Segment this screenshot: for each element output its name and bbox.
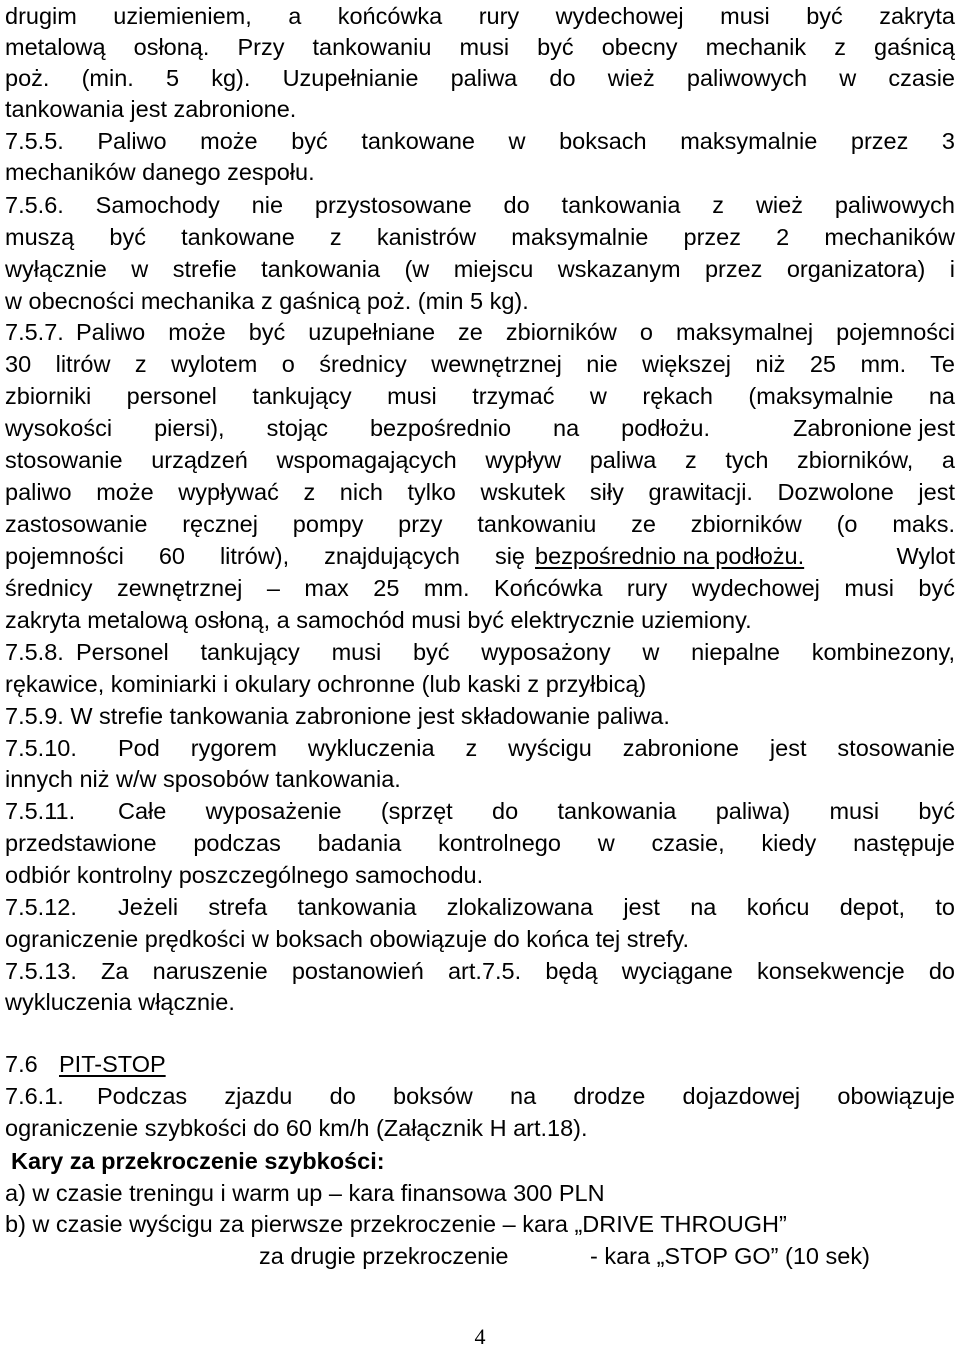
text-line: Personel tankujący musi być wyposażony w niepalne kombinezony, — [76, 639, 955, 665]
text-line: ograniczenie szybkości do 60 km/h (Załącznik H art.18). — [5, 1115, 588, 1141]
section-heading: PIT-STOP — [59, 1051, 166, 1077]
text-line: średnicy zewnętrznej – max 25 mm. Końcówka rury wydechowej musi być — [5, 575, 955, 601]
text-line: 30 litrów z wylotem o średnicy wewnętrznej nie większej niż 25 mm. Te — [5, 351, 955, 377]
text-line: drugim uziemieniem, a końcówka rury wydechowej musi być zakryta — [5, 3, 955, 29]
text-line: - kara „STOP GO” (10 sek) — [590, 1243, 870, 1269]
text-line: 7.5.9. W strefie tankowania zabronione jest składowanie paliwa. — [5, 703, 670, 729]
text-line: za drugie przekroczenie — [259, 1243, 509, 1269]
text-line: 7.5.5. Paliwo może być tankowane w boksach maksymalnie przez 3 — [5, 128, 955, 154]
text-line: Pod rygorem wykluczenia z wyścigu zabronione jest stosowanie — [118, 735, 955, 761]
text-line: odbiór kontrolny poszczególnego samochodu. — [5, 862, 484, 888]
section-number: 7.5.11. — [5, 798, 76, 824]
section-number: 7.5.10. — [5, 735, 77, 761]
underlined-phrase: bezpośrednio na podłożu. — [535, 543, 805, 569]
section-number: 7.5.8. — [5, 639, 64, 665]
text-line: Zabronione jest — [793, 415, 955, 441]
page-number: 4 — [474, 1324, 486, 1349]
text-line: a) w czasie treningu i warm up – kara finansowa 300 PLN — [5, 1180, 605, 1206]
text-line: metalową osłoną. Przy tankowaniu musi być obecny mechanik z gaśnicą — [5, 34, 955, 60]
section-number: 7.6.1. — [5, 1083, 64, 1109]
section-number: 7.6 — [5, 1051, 38, 1077]
text-line: zakryta metalową osłoną, a samochód musi być elektrycznie uziemiony. — [5, 607, 752, 633]
text-line: b) w czasie wyścigu za pierwsze przekroczenie – kara „DRIVE THROUGH” — [5, 1211, 787, 1237]
text-line: pojemności 60 litrów), znajdujących się — [5, 543, 525, 569]
text-line: innych niż w/w sposobów tankowania. — [5, 766, 401, 792]
text-line: stosowanie urządzeń wspomagających wypływ paliwa z tych zbiorników, a — [5, 447, 955, 473]
text-line: tankowania jest zabronione. — [5, 96, 297, 122]
text-line: rękawice, kominiarki i okulary ochronne (lub kaski z przyłbicą) — [5, 671, 647, 697]
text-line: ograniczenie prędkości w boksach obowiązuje do końca tej strefy. — [5, 926, 690, 952]
text-line: wysokości piersi), stojąc bezpośrednio na podłożu. — [5, 415, 710, 441]
section-number: 7.5.7. — [5, 319, 64, 345]
text-line: Całe wyposażenie (sprzęt do tankowania paliwa) musi być — [118, 798, 955, 824]
text-line: paliwo może wypływać z nich tylko wskutek siły grawitacji. Dozwolone jest — [5, 479, 955, 505]
text-line: Paliwo może być uzupełniane ze zbiorników o maksymalnej pojemności — [76, 319, 955, 345]
text-line: Wylot — [896, 543, 955, 569]
text-line: wykluczenia włącznie. — [5, 989, 235, 1015]
text-line: muszą być tankowane z kanistrów maksymalnie przez 2 mechaników — [5, 224, 955, 250]
text-line: mechaników danego zespołu. — [5, 159, 315, 185]
text-line: poż. (min. 5 kg). Uzupełnianie paliwa do wież paliwowych w czasie — [5, 65, 955, 91]
text-line: wyłącznie w strefie tankowania (w miejscu wskazanym przez organizatora) i — [5, 256, 955, 282]
text-line: w obecności mechanika z gaśnicą poż. (min 5 kg). — [5, 288, 529, 314]
text-line: przedstawione podczas badania kontrolnego w czasie, kiedy następuje — [5, 830, 955, 856]
text-line: Jeżeli strefa tankowania zlokalizowana jest na końcu depot, to — [118, 894, 955, 920]
text-line: 7.5.13. Za naruszenie postanowień art.7.5. będą wyciągane konsekwencje do — [5, 958, 955, 984]
section-number: 7.5.12. — [5, 894, 77, 920]
text-line: zastosowanie ręcznej pompy przy tankowaniu ze zbiorników (o maks. — [5, 511, 955, 537]
text-line: Podczas zjazdu do boksów na drodze dojazdowej obowiązuje — [97, 1083, 955, 1109]
text-line: 7.5.6. Samochody nie przystosowane do tankowania z wież paliwowych — [5, 192, 955, 218]
penalties-heading: Kary za przekroczenie szybkości: — [11, 1148, 385, 1174]
text-line: zbiorniki personel tankujący musi trzymać w rękach (maksymalnie na — [5, 383, 955, 409]
